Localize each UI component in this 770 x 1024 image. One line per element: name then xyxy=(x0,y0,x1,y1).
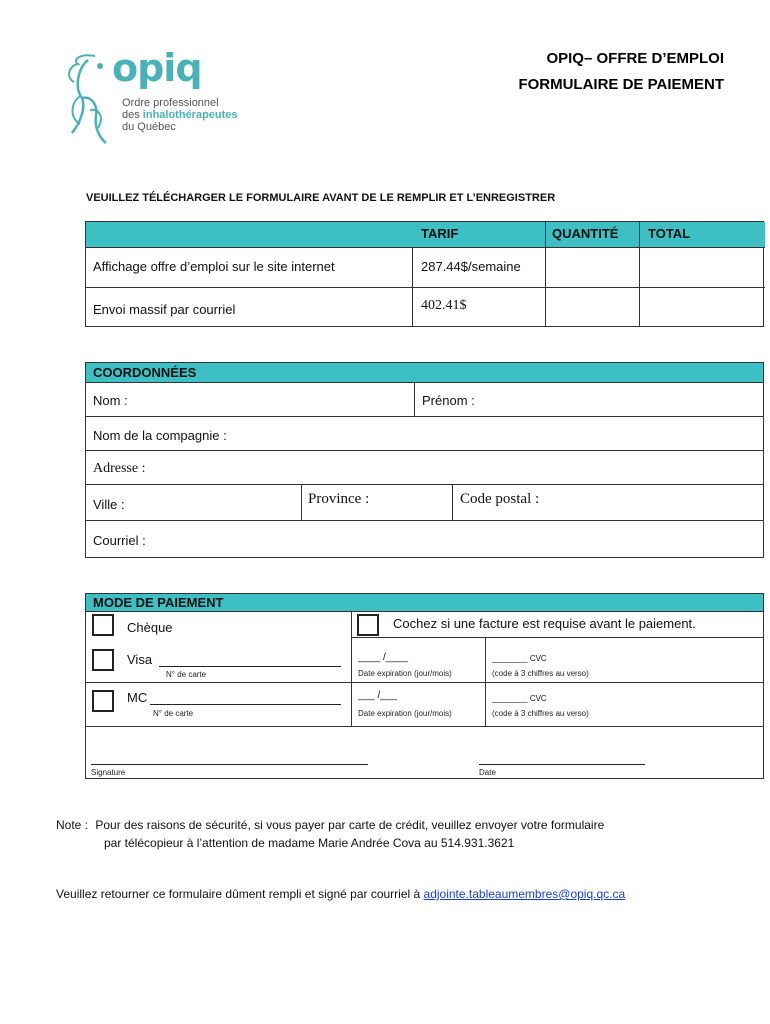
logo-wordmark: opiq xyxy=(112,46,202,90)
coordonnees-title: COORDONNÉES xyxy=(93,365,197,380)
mc-card-number-field[interactable] xyxy=(150,704,341,705)
paiement-section xyxy=(85,593,764,779)
pricing-header-tarif xyxy=(413,222,546,248)
logo-line-2 xyxy=(122,109,238,121)
note-block xyxy=(56,818,746,832)
logo-line-2-pre: des xyxy=(122,109,143,121)
footer-instruction: Veuillez retourner ce formulaire dûment rempli et signé par courriel à xyxy=(56,887,424,901)
row1-tarif-value: 287.44$/semaine xyxy=(421,259,521,274)
visa-checkbox[interactable] xyxy=(92,649,114,671)
mc-cvc-field[interactable]: ________ CVC xyxy=(492,694,547,703)
facture-label: Cochez si une facture est requise avant le paiement. xyxy=(393,616,696,631)
paiement-header xyxy=(86,594,763,612)
footer-email-link[interactable]: adjointe.tableaumembres@opiq.qc.ca xyxy=(423,887,626,901)
note-line-1: Pour des raisons de sécurité, si vous payer par carte de crédit, veuillez envoyer votre formulaire xyxy=(95,818,605,832)
row1-quantite-field[interactable] xyxy=(546,248,640,288)
visa-expiration-field[interactable]: ____ /____ xyxy=(358,652,409,663)
visa-cvc-field[interactable]: ________ CVC xyxy=(492,654,547,663)
header-title-1: OPIQ– OFFRE D’EMPLOI xyxy=(546,50,724,67)
province-field[interactable] xyxy=(302,485,453,521)
mc-expiration-field[interactable]: ___ /___ xyxy=(358,690,397,701)
row1-tarif xyxy=(413,248,546,288)
visa-label: Visa xyxy=(127,652,153,667)
coordonnees-section xyxy=(85,362,764,558)
nom-field[interactable] xyxy=(86,383,415,417)
visa-card-number-field[interactable] xyxy=(159,666,341,667)
row1-total-field[interactable] xyxy=(640,248,765,288)
row1-item-label: Affichage offre d’emploi sur le site internet xyxy=(93,259,335,274)
courriel-label: Courriel : xyxy=(93,533,146,548)
compagnie-label: Nom de la compagnie : xyxy=(93,428,227,443)
visa-cvc-label: (code à 3 chiffres au verso) xyxy=(492,669,589,678)
header-title-2: FORMULAIRE DE PAIEMENT xyxy=(518,76,724,93)
mc-cvc-label: (code à 3 chiffres au verso) xyxy=(492,709,589,718)
mc-card-number-label: N° de carte xyxy=(153,709,194,718)
adresse-label: Adresse : xyxy=(93,461,146,476)
courriel-field[interactable] xyxy=(86,521,763,557)
prenom-label: Prénom : xyxy=(422,393,475,408)
pricing-header-tarif-label: TARIF xyxy=(421,226,459,241)
pricing-table xyxy=(85,221,764,327)
code-postal-label: Code postal : xyxy=(460,491,540,507)
download-instruction: VEUILLEZ TÉLÉCHARGER LE FORMULAIRE AVANT DE LE REMPLIR ET L’ENREGISTRER xyxy=(86,192,556,204)
nom-label: Nom : xyxy=(93,393,128,408)
cheque-label: Chèque xyxy=(127,620,173,635)
facture-checkbox[interactable] xyxy=(357,614,379,636)
mc-checkbox[interactable] xyxy=(92,690,114,712)
row2-tarif xyxy=(413,288,546,326)
signature-label: Signature xyxy=(91,768,126,777)
visa-card-number-label: N° de carte xyxy=(166,670,207,679)
row2-item-label: Envoi massif par courriel xyxy=(93,302,236,317)
pricing-header-quantite xyxy=(546,222,640,248)
prenom-field[interactable] xyxy=(415,383,763,417)
cheque-checkbox[interactable] xyxy=(92,614,114,636)
visa-expiration-label: Date expiration (jour/mois) xyxy=(358,669,452,678)
row2-total-field[interactable] xyxy=(640,288,765,326)
date-label: Date xyxy=(479,768,496,777)
mc-expiration-label: Date expiration (jour/mois) xyxy=(358,709,452,718)
pricing-header-total-label: TOTAL xyxy=(648,226,691,241)
code-postal-field[interactable] xyxy=(453,485,763,521)
note-label: Note : xyxy=(56,818,89,832)
note-line-2: par télécopieur à l’attention de madame Marie Andrée Cova au 514.931.3621 xyxy=(104,836,515,850)
footer-text xyxy=(56,887,625,901)
date-field[interactable] xyxy=(479,764,645,765)
pricing-header-quantite-label: QUANTITÉ xyxy=(552,226,619,241)
paiement-row-divider xyxy=(86,682,763,683)
adresse-field[interactable] xyxy=(86,451,763,485)
compagnie-field[interactable] xyxy=(86,417,763,451)
signature-field[interactable] xyxy=(91,764,368,765)
ville-label: Ville : xyxy=(93,497,125,512)
paiement-title: MODE DE PAIEMENT xyxy=(93,595,224,610)
province-label: Province : xyxy=(308,491,370,507)
paiement-signature-divider xyxy=(86,726,763,727)
coordonnees-header xyxy=(86,363,763,383)
row1-item xyxy=(86,248,413,288)
pricing-header-total xyxy=(640,222,765,248)
row2-tarif-value: 402.41$ xyxy=(421,298,467,313)
row2-quantite-field[interactable] xyxy=(546,288,640,326)
logo-line-1: Ordre professionnel xyxy=(122,97,219,109)
row2-item xyxy=(86,288,413,326)
pricing-header-blank xyxy=(86,222,413,248)
logo-line-2-bold: inhalothérapeutes xyxy=(142,109,238,121)
ville-field[interactable] xyxy=(86,485,302,521)
logo-line-3: du Québec xyxy=(122,121,176,133)
mc-label: MC xyxy=(127,690,148,705)
